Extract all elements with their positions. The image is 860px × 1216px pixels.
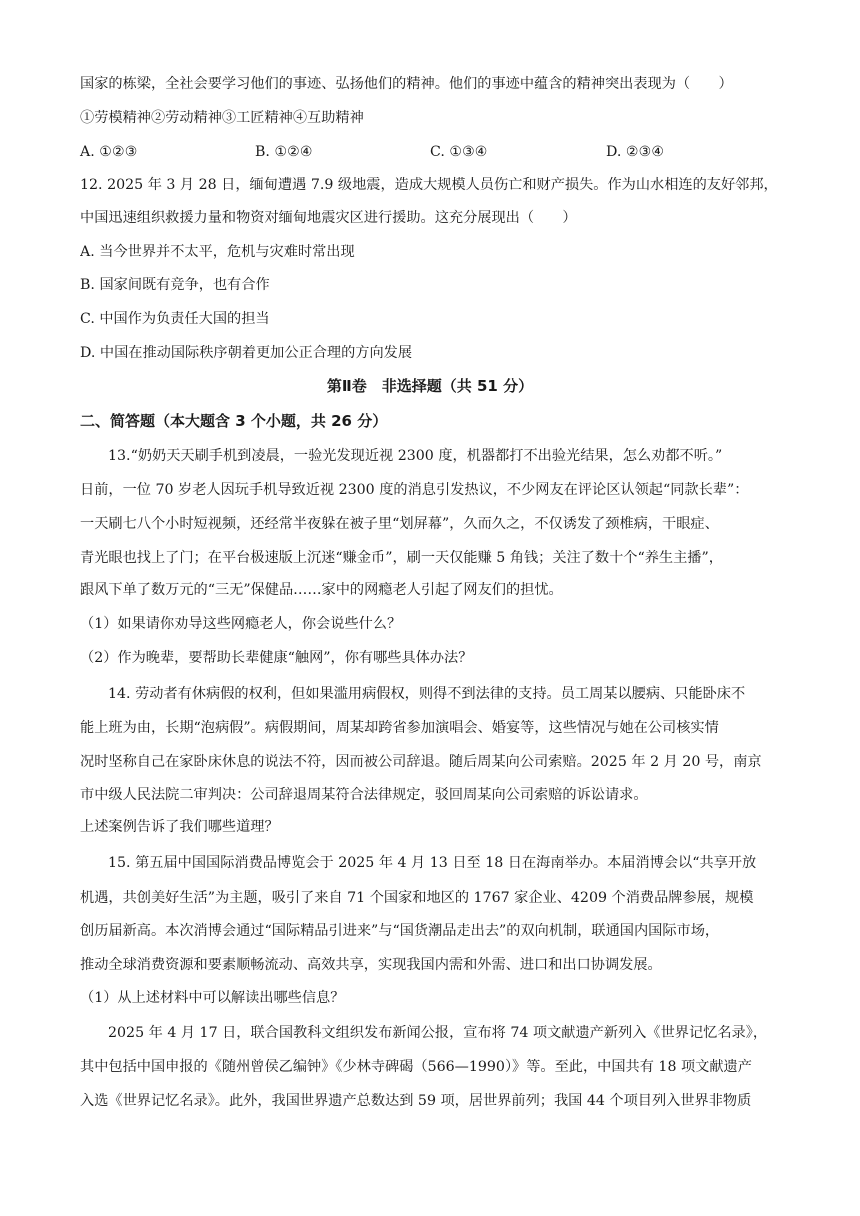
q15-paragraph-line: 创历届新高。本次消博会通过“国际精品引进来”与“国货潮品走出去”的双向机制，联通国内国际市场，: [80, 923, 720, 939]
q11-option-a: A. ①②③: [80, 144, 138, 160]
q13-paragraph-line: 跟风下单了数万元的“三无”保健品……家中的网瘾老人引起了网友们的担忧。: [80, 582, 563, 598]
q14-question: 上述案例告诉了我们哪些道理？: [80, 819, 279, 835]
q11-stem: 国家的栋梁，全社会要学习他们的事迹、弘扬他们的精神。他们的事迹中蕴含的精神突出表现为（ ）: [80, 76, 733, 92]
q13-paragraph-line: 日前，一位 70 岁老人因玩手机导致近视 2300 度的消息引发热议，不少网友在评论区认领起“同款长辈”：: [80, 482, 749, 498]
q14-paragraph-line: 能上班为由，长期“泡病假”。病假期间，周某却跨省参加演唱会、婚宴等，这些情况与她在公司核实情: [80, 720, 719, 736]
q11-option-c: C. ①③④: [430, 144, 488, 160]
q15-paragraph2-line: 入选《世界记忆名录》。此外，我国世界遗产总数达到 59 项，居世界前列；我国 44 个项目列入世界非物质: [80, 1093, 752, 1109]
q15-paragraph-line: 机遇，共创美好生活”为主题，吸引了来自 71 个国家和地区的 1767 家企业、4209 个消费品牌参展，规模: [80, 890, 754, 906]
q11-option-b: B. ①②④: [255, 144, 313, 160]
q15-paragraph2-line: 其中包括中国申报的《随州曾侯乙编钟》《少林寺碑碣（566—1990）》等。至此，中国共有 18 项文献遗产: [80, 1059, 752, 1075]
q13-paragraph-line: 青光眼也找上了门；在平台极速版上沉迷“赚金币”，刷一天仅能赚 5 角钱；关注了数十个“养生主播”，: [80, 550, 723, 566]
q15-paragraph-line: 推动全球消费资源和要素顺畅流动、高效共享，实现我国内需和外需、进口和出口协调发展。: [80, 957, 662, 973]
q13-paragraph-line: 13.“奶奶天天刷手机到凌晨，一验光发现近视 2300 度，机器都打不出验光结果，怎么劝都不听。”: [108, 448, 723, 464]
q12-stem-line: 中国迅速组织救援力量和物资对缅甸地震灾区进行援助。这充分展现出（ ）: [80, 210, 577, 226]
q12-stem-line: 12. 2025 年 3 月 28 日，缅甸遭遇 7.9 级地震，造成大规模人员伤亡和财产损失。作为山水相连的友好邻邦，: [80, 177, 778, 193]
q12-option-d: D. 中国在推动国际秩序朝着更加公正合理的方向发展: [80, 345, 413, 361]
section2-heading: 二、简答题（本大题含 3 个小题，共 26 分）: [80, 412, 388, 430]
q13-sub2: （2）作为晚辈，要帮助长辈健康“触网”，你有哪些具体办法？: [80, 650, 473, 666]
q15-paragraph-line: 15. 第五届中国国际消费品博览会于 2025 年 4 月 13 日至 18 日在海南举办。本届消博会以“共享开放: [108, 855, 757, 871]
q14-paragraph-line: 市中级人民法院二审判决：公司辞退周某符合法律规定，驳回周某向公司索赔的诉讼请求。: [80, 787, 648, 803]
q12-option-b: B. 国家间既有竞争，也有合作: [80, 277, 270, 293]
q11-items: ①劳模精神②劳动精神③工匠精神④互助精神: [80, 110, 364, 126]
q13-sub1: （1）如果请你劝导这些网瘾老人，你会说些什么？: [80, 616, 402, 632]
q13-paragraph-line: 一天刷七八个小时短视频，还经常半夜躲在被子里“划屏幕”，久而久之，不仅诱发了颈椎病，干眼症、: [80, 516, 719, 532]
q14-paragraph-line: 14. 劳动者有休病假的权利，但如果滥用病假权，则得不到法律的支持。员工周某以腰病、只能卧床不: [108, 686, 746, 702]
q15-paragraph2-line: 2025 年 4 月 17 日，联合国教科文组织发布新闻公报，宣布将 74 项文献遗产新列入《世界记忆名录》，: [108, 1025, 768, 1041]
q12-option-c: C. 中国作为负责任大国的担当: [80, 311, 270, 327]
q15-sub1: （1）从上述材料中可以解读出哪些信息？: [80, 990, 345, 1006]
part2-title: 第Ⅱ卷 非选择题（共 51 分）: [326, 377, 534, 395]
q14-paragraph-line: 况时坚称自己在家卧床休息的说法不符，因而被公司辞退。随后周某向公司索赔。2025 年 2 月 20 号，南京: [80, 754, 762, 770]
q12-option-a: A. 当今世界并不太平，危机与灾难时常出现: [80, 244, 355, 260]
q11-option-d: D. ②③④: [606, 144, 665, 160]
